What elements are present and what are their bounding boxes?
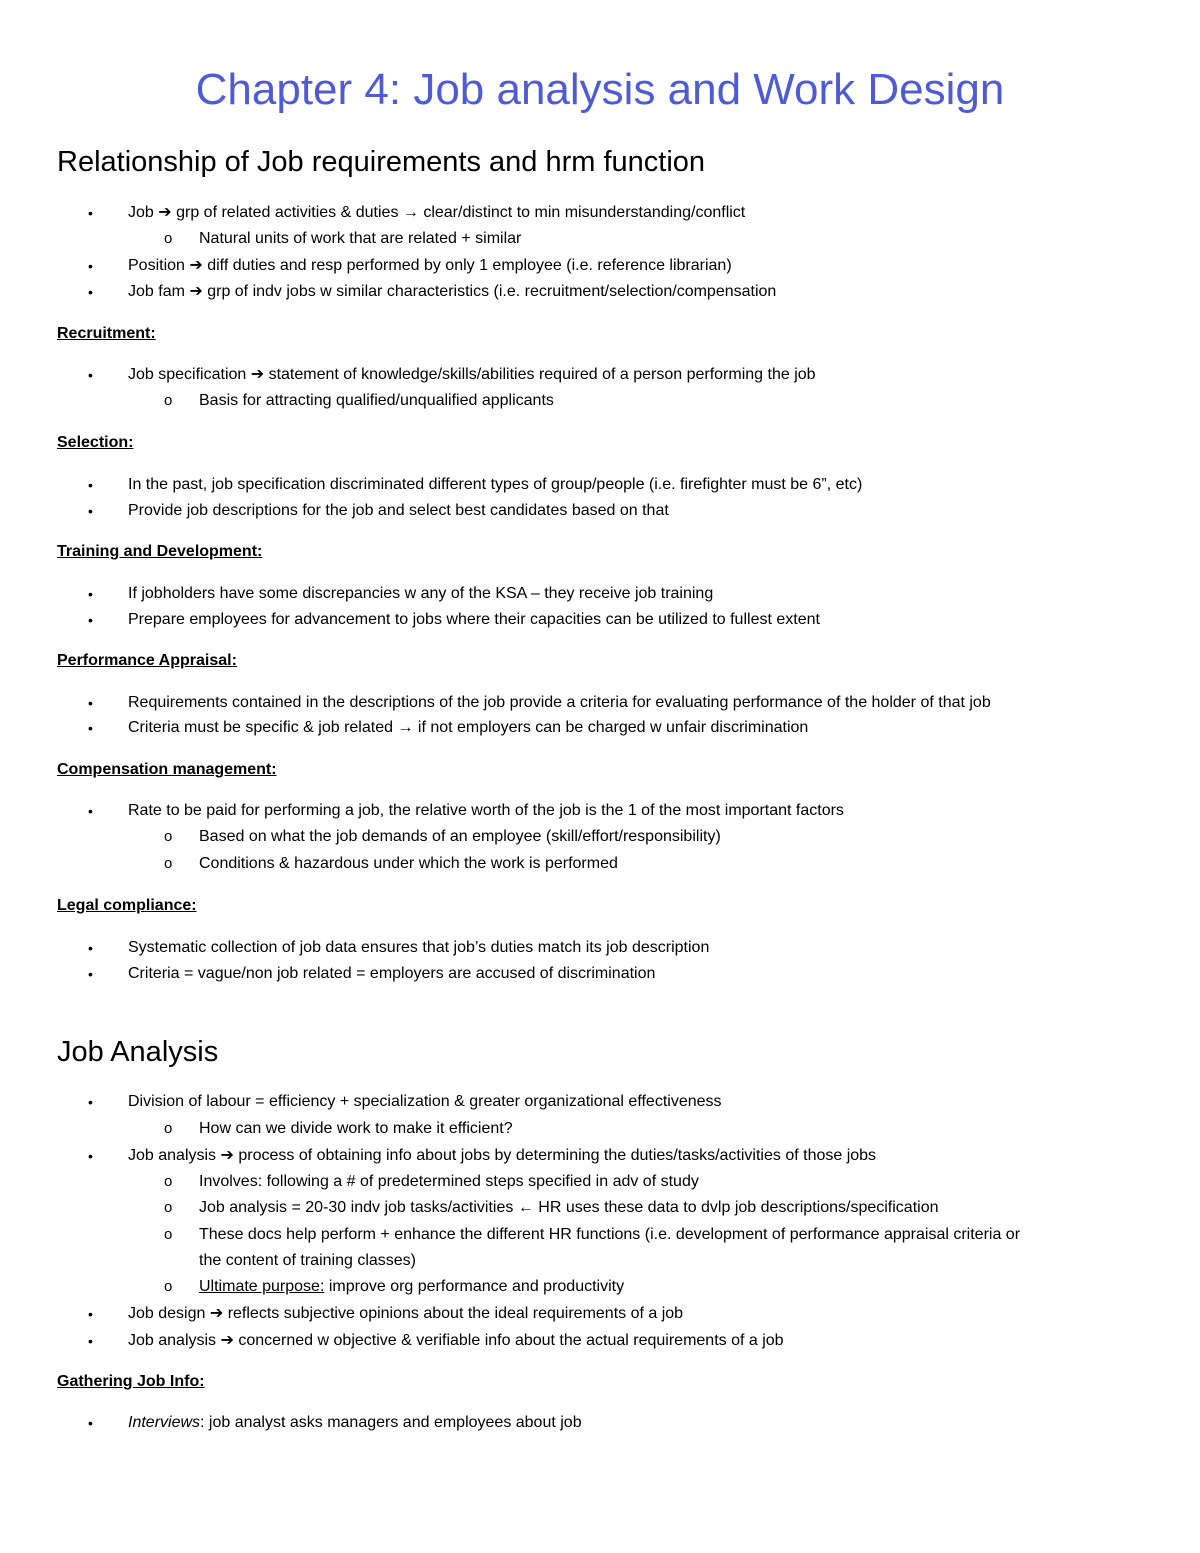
sub-bullet-icon: o xyxy=(164,230,173,247)
term: Job xyxy=(128,204,159,221)
list-item xyxy=(128,255,732,277)
list-item xyxy=(128,1303,683,1325)
definition: reflects subjective opinions about the ideal requirements of a job xyxy=(223,1305,684,1322)
page-title: Chapter 4: Job analysis and Work Design xyxy=(195,65,1005,114)
sub-bullet-icon: o xyxy=(164,1226,173,1243)
bullet-icon: • xyxy=(88,940,93,956)
bullet-icon: • xyxy=(88,477,93,493)
list-item: Natural units of work that are related + similar xyxy=(199,230,522,247)
list-item: Criteria = vague/non job related = employers are accused of discrimination xyxy=(128,965,656,982)
list-item xyxy=(128,281,776,303)
subheading-compensation: Compensation management: xyxy=(57,761,277,778)
sub-bullet-icon: o xyxy=(164,855,173,872)
subheading-selection: Selection: xyxy=(57,434,134,451)
list-item xyxy=(128,1145,876,1167)
list-item: Rate to be paid for performing a job, the relative worth of the job is the 1 of the most important factors xyxy=(128,802,844,819)
bullet-icon: • xyxy=(88,367,93,383)
term: Job fam xyxy=(128,283,190,300)
bullet-icon: • xyxy=(88,803,93,819)
bullet-icon: • xyxy=(88,284,93,300)
term: Ultimate purpose: xyxy=(199,1278,325,1295)
bullet-icon: • xyxy=(88,258,93,274)
definition: improve org performance and productivity xyxy=(324,1278,625,1295)
list-item: Involves: following a # of predetermined steps specified in adv of study xyxy=(199,1173,699,1190)
term: Job analysis xyxy=(128,1332,221,1349)
term: Job design xyxy=(128,1305,210,1322)
list-item xyxy=(128,1330,784,1352)
section-heading-job-analysis: Job Analysis xyxy=(57,1036,219,1068)
definition: grp of indv jobs w similar characteristics (i.e. recruitment/selection/compensation xyxy=(202,283,777,300)
list-item: Systematic collection of job data ensures that job’s duties match its job description xyxy=(128,939,710,956)
arrow-icon: ➔ xyxy=(220,1332,234,1349)
bullet-icon: • xyxy=(88,1148,93,1164)
sub-bullet-icon: o xyxy=(164,1173,173,1190)
definition: concerned w objective & verifiable info about the actual requirements of a job xyxy=(233,1332,784,1349)
list-item: Basis for attracting qualified/unqualified applicants xyxy=(199,392,554,409)
term: Job specification xyxy=(128,366,251,383)
term: Job analysis xyxy=(128,1147,221,1164)
list-item xyxy=(199,1276,624,1298)
list-item: How can we divide work to make it efficient? xyxy=(199,1120,513,1137)
definition: statement of knowledge/skills/abilities required of a person performing the job xyxy=(264,366,816,383)
list-item: Prepare employees for advancement to jobs where their capacities can be utilized to fullest extent xyxy=(128,611,820,628)
bullet-icon: • xyxy=(88,1415,93,1431)
bullet-icon: • xyxy=(88,586,93,602)
definition: process of obtaining info about jobs by determining the duties/tasks/activities of those jobs xyxy=(233,1147,877,1164)
arrow-icon: ➔ xyxy=(220,1147,234,1164)
arrow-icon: ➔ xyxy=(189,283,203,300)
list-item: Job analysis = 20-30 indv job tasks/activities ← HR uses these data to dvlp job descriptions/specification xyxy=(199,1199,939,1216)
sub-bullet-icon: o xyxy=(164,1278,173,1295)
list-item: In the past, job specification discriminated different types of group/people (i.e. firefighter must be 6”, etc) xyxy=(128,476,863,493)
sub-bullet-icon: o xyxy=(164,1199,173,1216)
section-heading-relationship: Relationship of Job requirements and hrm function xyxy=(57,146,706,178)
arrow-icon: ➔ xyxy=(209,1305,224,1322)
list-item: These docs help perform + enhance the different HR functions (i.e. development of performance appraisal criteria or xyxy=(199,1226,1021,1243)
subheading-appraisal: Performance Appraisal: xyxy=(57,652,237,669)
bullet-icon: • xyxy=(88,205,93,221)
bullet-icon: • xyxy=(88,1094,93,1110)
list-item: If jobholders have some discrepancies w any of the KSA – they receive job training xyxy=(128,585,714,602)
list-item: Based on what the job demands of an employee (skill/effort/responsibility) xyxy=(199,828,721,845)
list-item xyxy=(128,202,745,224)
sub-bullet-icon: o xyxy=(164,392,173,409)
bullet-icon: • xyxy=(88,966,93,982)
list-item-continuation: the content of training classes) xyxy=(199,1252,417,1269)
subheading-gathering: Gathering Job Info: xyxy=(57,1373,205,1390)
bullet-icon: • xyxy=(88,695,93,711)
definition: grp of related activities & duties → clear/distinct to min misunderstanding/conflict xyxy=(171,204,746,221)
list-item: Requirements contained in the descriptions of the job provide a criteria for evaluating performance of the holder of that job xyxy=(128,694,991,711)
bullet-icon: • xyxy=(88,503,93,519)
definition: diff duties and resp performed by only 1 employee (i.e. reference librarian) xyxy=(202,257,732,274)
arrow-icon: ➔ xyxy=(250,366,265,383)
sub-bullet-icon: o xyxy=(164,828,173,845)
arrow-icon: ➔ xyxy=(158,204,172,221)
subheading-training: Training and Development: xyxy=(57,543,263,560)
list-item: Conditions & hazardous under which the work is performed xyxy=(199,855,618,872)
list-item xyxy=(128,1412,582,1434)
bullet-icon: • xyxy=(88,1306,93,1322)
list-item: Criteria must be specific & job related → if not employers can be charged w unfair discrimination xyxy=(128,719,809,736)
definition: : job analyst asks managers and employees about job xyxy=(200,1414,582,1431)
subheading-recruitment: Recruitment: xyxy=(57,325,156,342)
term: Interviews xyxy=(128,1414,201,1431)
list-item: Provide job descriptions for the job and select best candidates based on that xyxy=(128,502,669,519)
arrow-icon: ➔ xyxy=(189,257,203,274)
bullet-icon: • xyxy=(88,1333,93,1349)
list-item: Division of labour = efficiency + specialization & greater organizational effectiveness xyxy=(128,1093,722,1110)
subheading-legal: Legal compliance: xyxy=(57,897,197,914)
bullet-icon: • xyxy=(88,720,93,736)
term: Position xyxy=(128,257,190,274)
sub-bullet-icon: o xyxy=(164,1120,173,1137)
list-item xyxy=(128,364,816,386)
bullet-icon: • xyxy=(88,612,93,628)
